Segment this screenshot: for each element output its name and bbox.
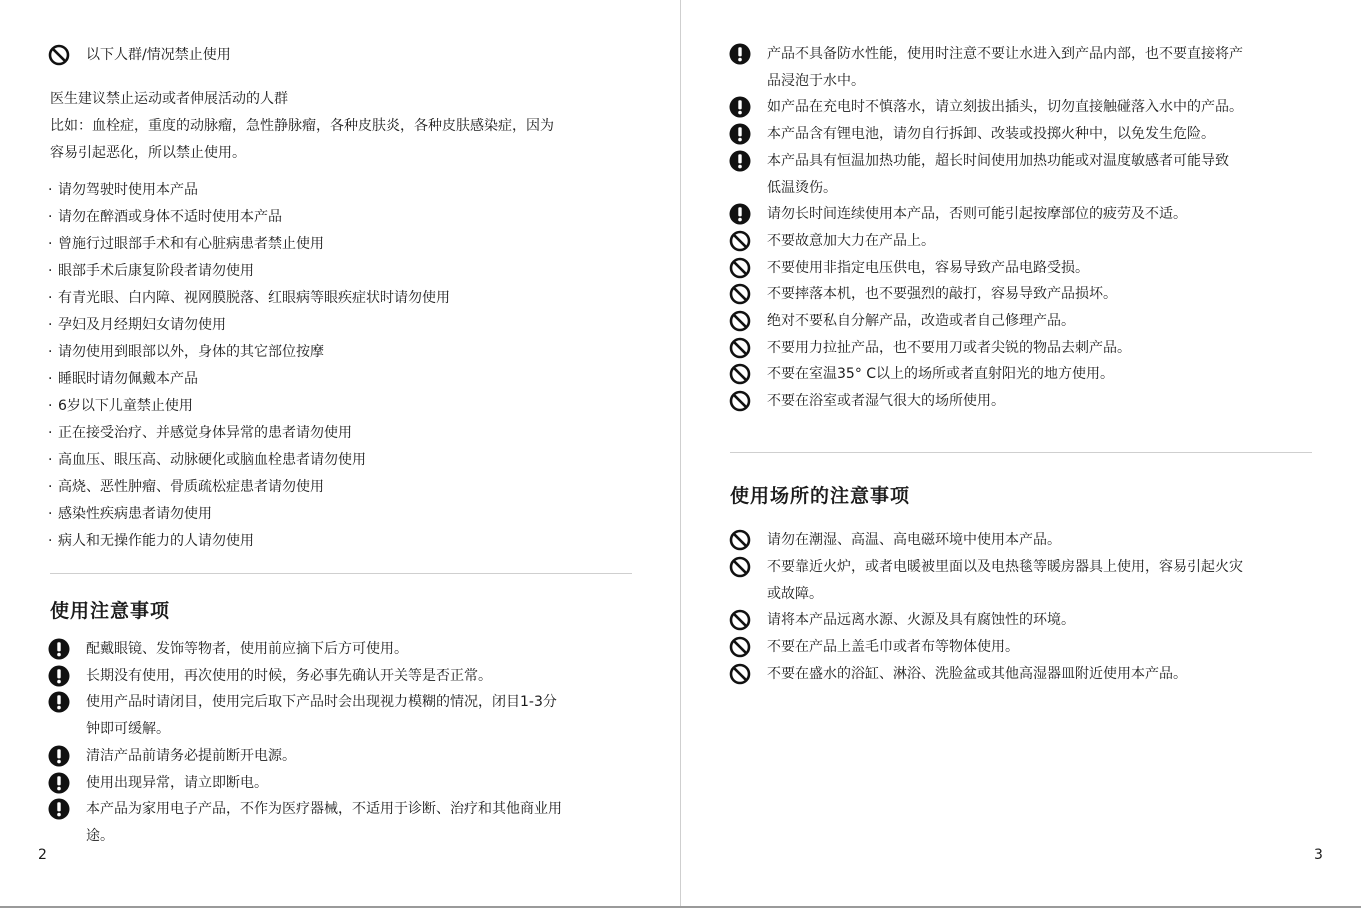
bullet-marker: · — [48, 209, 53, 225]
exclamation-icon — [48, 665, 70, 687]
notice-item — [729, 255, 1089, 282]
notice-text — [86, 636, 408, 663]
notice-item — [729, 201, 1187, 228]
bullet-text: 感染性疾病患者请勿使用 — [58, 506, 212, 522]
notice-text — [767, 361, 1114, 388]
notice-text — [767, 527, 1061, 554]
notice-line: 配戴眼镜、发饰等物者，使用前应摘下后方可使用。 — [86, 641, 408, 657]
notice-text — [86, 796, 562, 850]
notice-text — [767, 308, 1075, 335]
bullet-text: 眼部手术后康复阶段者请勿使用 — [58, 263, 254, 279]
bullet-marker: · — [48, 263, 53, 279]
prohibited-icon — [729, 663, 751, 685]
prohibited-icon — [729, 230, 751, 252]
bullet-text: 有青光眼、白内障、视网膜脱落、红眼病等眼疾症状时请勿使用 — [58, 290, 450, 306]
notice-item — [48, 689, 557, 743]
bullet-marker: · — [48, 452, 53, 468]
page-spine — [680, 0, 681, 908]
bullet-item — [48, 474, 450, 501]
bullet-text: 请勿使用到眼部以外，身体的其它部位按摩 — [58, 344, 324, 360]
prohibited-icon — [729, 636, 751, 658]
bullet-marker: · — [48, 344, 53, 360]
exclamation-icon — [729, 96, 751, 118]
notice-item — [729, 607, 1075, 634]
notice-line: 本产品为家用电子产品，不作为医疗器械，不适用于诊断、治疗和其他商业用 — [86, 801, 562, 818]
notice-line: 不要在盛水的浴缸、淋浴、洗脸盆或其他高湿器皿附近使用本产品。 — [767, 665, 1187, 682]
bullet-text: 正在接受治疗、并感觉身体异常的患者请勿使用 — [58, 425, 352, 441]
bullet-item — [48, 339, 450, 366]
notice-line: 不要故意加大力在产品上。 — [767, 232, 935, 249]
exclamation-icon — [729, 203, 751, 225]
notice-line: 不要靠近火炉，或者电暖被里面以及电热毯等暖房器具上使用，容易引起火灾 — [767, 558, 1243, 575]
bullet-text: 请勿在醉酒或身体不适时使用本产品 — [58, 209, 282, 225]
prohibited-icon — [729, 609, 751, 631]
notice-line: 使用产品时请闭目，使用完后取下产品时会出现视力模糊的情况，闭目1-3分 — [86, 694, 557, 711]
bullet-marker: · — [48, 479, 53, 495]
page-number-left: 2 — [38, 847, 47, 863]
prohibited-bullet-list — [48, 177, 450, 555]
notice-item — [48, 743, 296, 770]
notice-item — [48, 770, 268, 797]
bullet-marker: · — [48, 236, 53, 252]
notice-text — [86, 743, 296, 770]
notice-text — [767, 554, 1243, 608]
exclamation-icon — [729, 123, 751, 145]
notice-line: 本产品具有恒温加热功能，超长时间使用加热功能或对温度敏感者可能导致 — [767, 152, 1229, 169]
notice-line: 长期没有使用，再次使用的时候，务必事先确认开关等是否正常。 — [86, 667, 492, 684]
bullet-item — [48, 420, 450, 447]
notice-line: 请勿在潮湿、高温、高电磁环境中使用本产品。 — [767, 532, 1061, 548]
usage-heading: 使用注意事项 — [50, 600, 171, 622]
bullet-item — [48, 312, 450, 339]
prohibited-icon — [729, 529, 751, 551]
notice-line: 请将本产品远离水源、火源及具有腐蚀性的环境。 — [767, 612, 1075, 629]
bullet-item — [48, 447, 450, 474]
notice-line: 不要在室温35° C以上的场所或者直射阳光的地方使用。 — [767, 366, 1115, 383]
notice-item — [729, 228, 935, 255]
notice-line: 不要在产品上盖毛巾或者布等物体使用。 — [767, 638, 1019, 655]
notice-item — [729, 388, 1005, 415]
exclamation-icon — [48, 772, 70, 794]
prohibited-icon — [729, 556, 751, 578]
prohibited-header-row — [48, 42, 231, 69]
notice-line: 不要使用非指定电压供电，容易导致产品电路受损。 — [767, 259, 1089, 276]
notice-text — [767, 228, 935, 255]
section-divider-right — [730, 452, 1312, 453]
notice-text — [767, 388, 1005, 415]
intro-line-2: 比如：血栓症，重度的动脉瘤，急性静脉瘤，各种皮肤炎，各种皮肤感染症，因为 — [50, 118, 554, 134]
notice-item — [729, 361, 1114, 388]
notice-item — [48, 636, 408, 663]
bullet-text: 曾施行过眼部手术和有心脏病患者禁止使用 — [58, 236, 324, 252]
section-divider — [50, 573, 632, 574]
notice-text — [767, 335, 1131, 362]
notice-text — [767, 281, 1117, 308]
notice-item — [729, 527, 1061, 554]
bullet-item — [48, 393, 450, 420]
bullet-text: 高烧、恶性肿瘤、骨质疏松症患者请勿使用 — [58, 479, 324, 495]
notice-item — [729, 148, 1229, 202]
prohibited-icon — [729, 390, 751, 412]
notice-text — [767, 94, 1243, 121]
notice-item — [729, 94, 1243, 121]
notice-item — [729, 634, 1019, 661]
prohibited-icon — [729, 310, 751, 332]
exclamation-icon — [48, 691, 70, 713]
notice-line: 使用出现异常，请立即断电。 — [86, 774, 268, 791]
notice-line: 不要摔落本机，也不要强烈的敲打，容易导致产品损坏。 — [767, 286, 1117, 303]
notice-line: 不要用力拉扯产品，也不要用刀或者尖锐的物品去刺产品。 — [767, 339, 1131, 356]
bullet-item — [48, 528, 450, 555]
notice-item — [729, 281, 1117, 308]
bullet-text: 睡眠时请勿佩戴本产品 — [58, 371, 198, 387]
notice-line: 钟即可缓解。 — [86, 721, 170, 738]
notice-item — [729, 335, 1131, 362]
notice-item — [729, 121, 1215, 148]
notice-item — [729, 661, 1187, 688]
bullet-text: 请勿驾驶时使用本产品 — [58, 182, 198, 198]
bullet-marker: · — [48, 533, 53, 549]
notice-line: 或故障。 — [767, 585, 823, 602]
prohibited-icon — [48, 44, 70, 66]
notice-item — [48, 796, 562, 850]
notice-line: 途。 — [86, 828, 114, 845]
bullet-item — [48, 231, 450, 258]
intro-line-3: 容易引起恶化，所以禁止使用。 — [50, 145, 246, 161]
bullet-marker: · — [48, 317, 53, 333]
bullet-item — [48, 285, 450, 312]
prohibited-header-text: 以下人群/情况禁止使用 — [86, 47, 231, 63]
notice-text — [767, 634, 1019, 661]
notice-text — [767, 201, 1187, 228]
notice-line: 如产品在充电时不慎落水，请立刻拔出插头，切勿直接触碰落入水中的产品。 — [767, 99, 1243, 116]
notice-text — [86, 663, 492, 690]
bullet-item — [48, 501, 450, 528]
bullet-text: 病人和无操作能力的人请勿使用 — [58, 533, 254, 549]
notice-line: 产品不具备防水性能，使用时注意不要让水进入到产品内部，也不要直接将产 — [767, 46, 1243, 62]
exclamation-icon — [729, 150, 751, 172]
notice-line: 不要在浴室或者湿气很大的场所使用。 — [767, 393, 1005, 410]
bullet-marker: · — [48, 182, 53, 198]
notice-line: 低温烫伤。 — [767, 179, 837, 196]
notice-item — [48, 663, 492, 690]
notice-item — [729, 41, 1243, 95]
bullet-marker: · — [48, 371, 53, 387]
prohibited-icon — [729, 337, 751, 359]
exclamation-icon — [729, 43, 751, 65]
exclamation-icon — [48, 745, 70, 767]
bullet-marker: · — [48, 290, 53, 306]
bullet-marker: · — [48, 425, 53, 441]
bullet-item — [48, 177, 450, 204]
bullet-text: 高血压、眼压高、动脉硬化或脑血栓患者请勿使用 — [58, 452, 366, 468]
bullet-item — [48, 204, 450, 231]
bullet-item — [48, 366, 450, 393]
notice-text — [767, 255, 1089, 282]
notice-text — [86, 689, 557, 743]
prohibited-icon — [729, 283, 751, 305]
page-number-right: 3 — [1314, 847, 1323, 863]
notice-text — [767, 661, 1187, 688]
bullet-text: 6岁以下儿童禁止使用 — [58, 398, 193, 414]
notice-line: 本产品含有锂电池，请勿自行拆卸、改装或投掷火种中，以免发生危险。 — [767, 126, 1215, 143]
notice-text — [767, 121, 1215, 148]
notice-text — [767, 607, 1075, 634]
exclamation-icon — [48, 638, 70, 660]
notice-text — [767, 148, 1229, 202]
bullet-marker: · — [48, 398, 53, 414]
prohibited-icon — [729, 257, 751, 279]
notice-item — [729, 308, 1075, 335]
bullet-item — [48, 258, 450, 285]
location-heading: 使用场所的注意事项 — [730, 485, 911, 507]
notice-line: 绝对不要私自分解产品，改造或者自己修理产品。 — [767, 313, 1075, 329]
bullet-marker: · — [48, 506, 53, 522]
notice-text — [767, 41, 1243, 95]
prohibited-icon — [729, 363, 751, 385]
intro-line-1: 医生建议禁止运动或者伸展活动的人群 — [50, 91, 288, 107]
notice-text — [86, 770, 268, 797]
notice-item — [729, 554, 1243, 608]
notice-line: 清洁产品前请务必提前断开电源。 — [86, 747, 296, 764]
bullet-text: 孕妇及月经期妇女请勿使用 — [58, 317, 226, 333]
notice-line: 请勿长时间连续使用本产品，否则可能引起按摩部位的疲劳及不适。 — [767, 206, 1187, 223]
exclamation-icon — [48, 798, 70, 820]
notice-line: 品浸泡于水中。 — [767, 73, 865, 89]
